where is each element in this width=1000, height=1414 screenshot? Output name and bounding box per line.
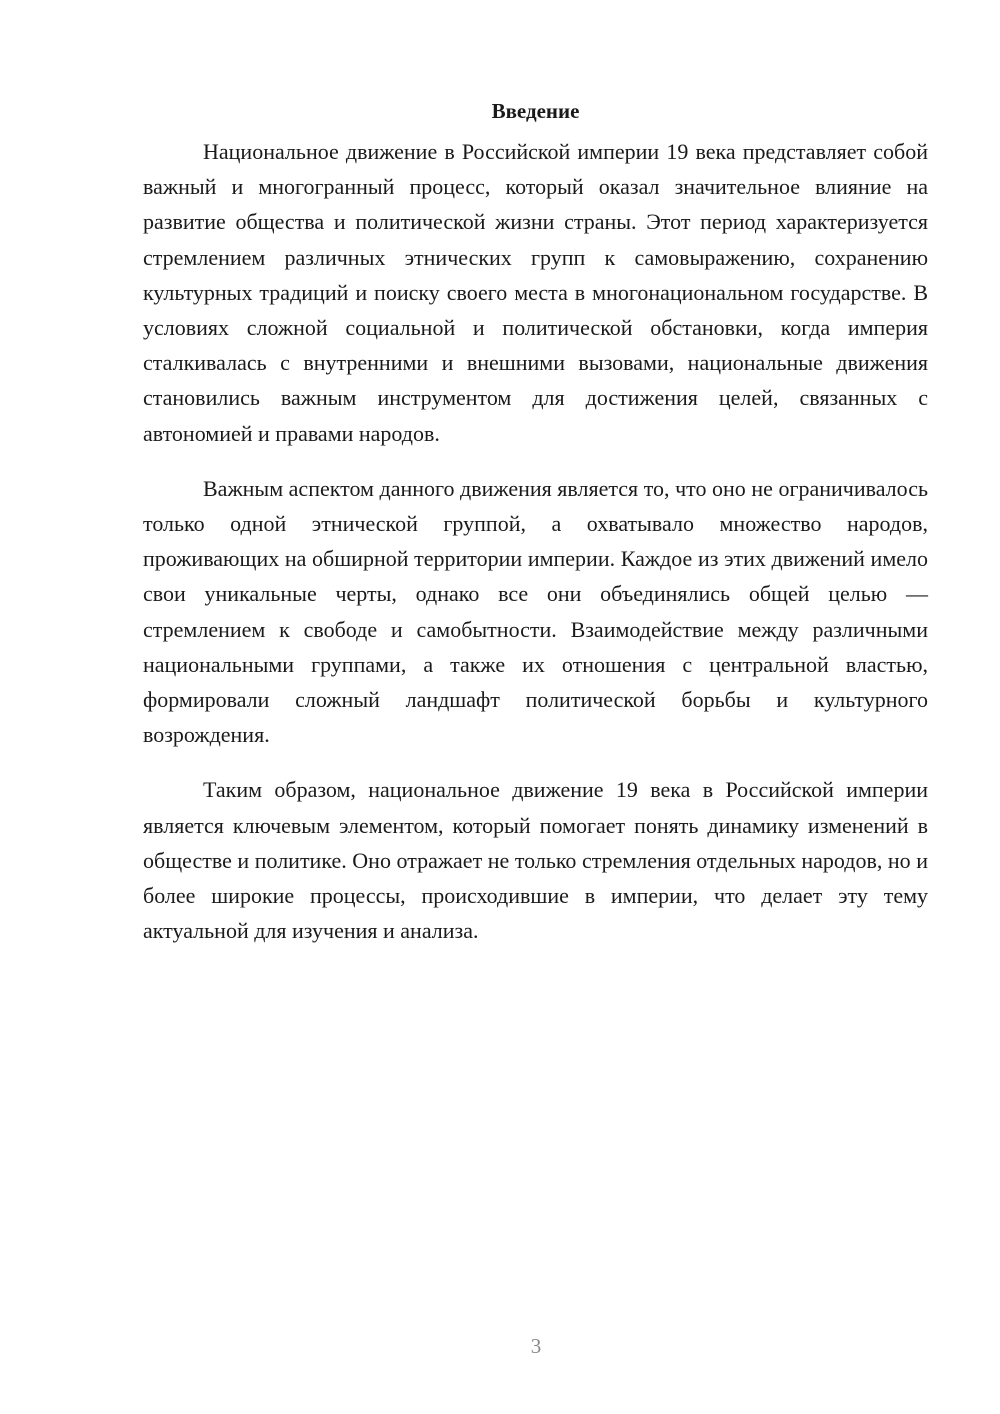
page-number: 3 — [530, 1334, 542, 1358]
section-title: Введение — [491, 99, 580, 123]
document-page — [143, 96, 928, 948]
paragraph-3: Таким образом, национальное движение 19 века в Российской империи является ключевым элементом, который помогает понять динамику изменений в обществе и политике. Оно отражает не только стремления отдельных народов, но и более широкие процессы, происходившие в империи, что делает эту тему актуальной для изучения и анализа. — [143, 777, 928, 944]
paragraph-2: Важным аспектом данного движения является то, что оно не ограничивалось только одной этнической группой, а охватывало множество народов, проживающих на обширной территории империи. Каждое из этих движений имело свои уникальные черты, однако все они объединялись общей целью — стремлением к свободе и самобытности. Взаимодействие между различными национальными группами, а также их отношения с центральной властью, формировали сложный ландшафт политической борьбы и культурного возрождения. — [143, 475, 928, 748]
paragraph-1: Национальное движение в Российской империи 19 века представляет собой важный и многогранный процесс, который оказал значительное влияние на развитие общества и политической жизни страны. Этот период характеризуется стремлением различных этнических групп к самовыражению, сохранению культурных традиций и поиску своего места в многонациональном государстве. В условиях сложной социальной и политической обстановки, когда империя сталкивалась с внутренними и внешними вызовами, национальные движения становились важным инструментом для достижения целей, связанных с автономией и правами народов. — [143, 139, 928, 446]
